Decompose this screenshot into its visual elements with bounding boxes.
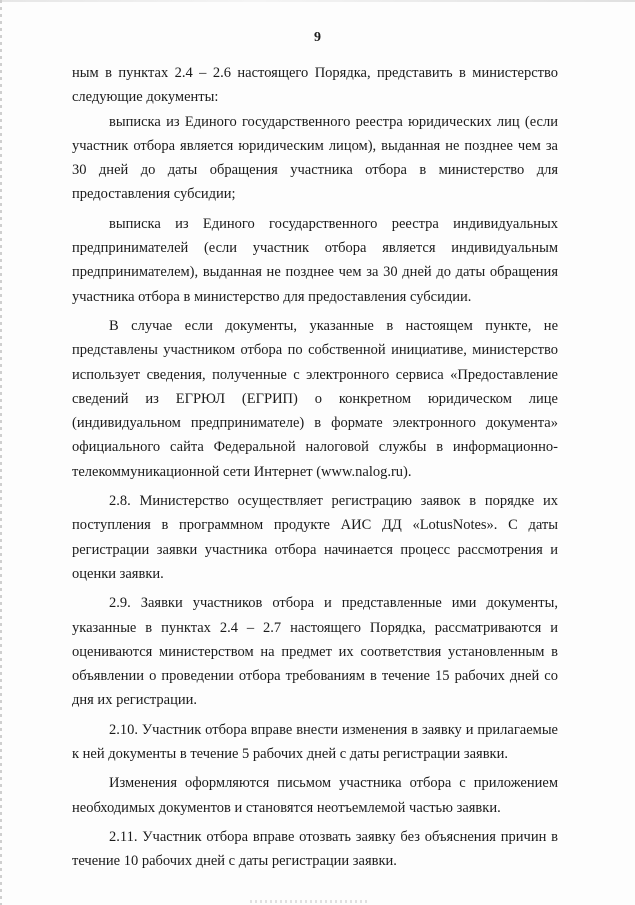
page-number: 9 bbox=[314, 30, 321, 45]
body-text bbox=[72, 61, 558, 874]
top-scan-edge bbox=[0, 0, 635, 2]
left-scan-edge bbox=[0, 0, 2, 905]
paragraph-2-8: 2.8. Министерство осуществляет регистрацию заявок в порядке их поступления в программном продукте АИС ДД «LotusNotes». С даты регистрации заявки участника отбора начинается процесс рассмотрения и оценки заявки. bbox=[72, 493, 558, 582]
paragraph-egrip-extract: выписка из Единого государственного реестра индивидуальных предпринимателей (если участник отбора является индивидуальным предпринимателем), выданная не позднее чем за 30 дней до даты обращения участника отбора в министерство для предоставления субсидии. bbox=[72, 215, 558, 305]
paragraph-changes: Изменения оформляются письмом участника отбора с приложением необходимых документов и становятся неотъемлемой частью заявки. bbox=[72, 775, 558, 816]
bottom-scan-artifact bbox=[250, 900, 370, 903]
paragraph-2-10: 2.10. Участник отбора вправе внести изменения в заявку и прилагаемые к ней документы в течение 5 рабочих дней с даты регистрации заявки. bbox=[72, 721, 558, 763]
paragraph-2-9: 2.9. Заявки участников отбора и представленные ими документы, указанные в пунктах 2.4 – 2.7 настоящего Порядка, рассматриваются и оцениваются министерством на предмет их соответствия установленным в объявлении о проведении отбора требованиям в течение 15 рабочих дней со дня их регистрации. bbox=[72, 595, 558, 709]
paragraph-continuation: ным в пунктах 2.4 – 2.6 настоящего Порядка, представить в министерство следующие документы: bbox=[72, 65, 558, 106]
paragraph-2-11: 2.11. Участник отбора вправе отозвать заявку без объяснения причин в течение 10 рабочих дней с даты регистрации заявки. bbox=[72, 828, 558, 870]
paragraph-egrul-extract: выписка из Единого государственного реестра юридических лиц (если участник отбора является юридическим лицом), выданная не позднее чем за 30 дней до даты обращения участника отбора в министерство для предоставления субсидии; bbox=[72, 113, 558, 203]
paragraph-nalog-service: В случае если документы, указанные в настоящем пункте, не представлены участником отбора по собственной инициативе, министерство использует сведения, полученные с электронного сервиса «Предоставление сведений из ЕГРЮЛ (ЕГРИП) о конкретном юридическом лице (индивидуальном предпринимателе) в формате электронного документа» официального сайта Федеральной налоговой службы в информационно-телекоммуникационной сети Интернет (www.nalog.ru). bbox=[72, 317, 558, 480]
